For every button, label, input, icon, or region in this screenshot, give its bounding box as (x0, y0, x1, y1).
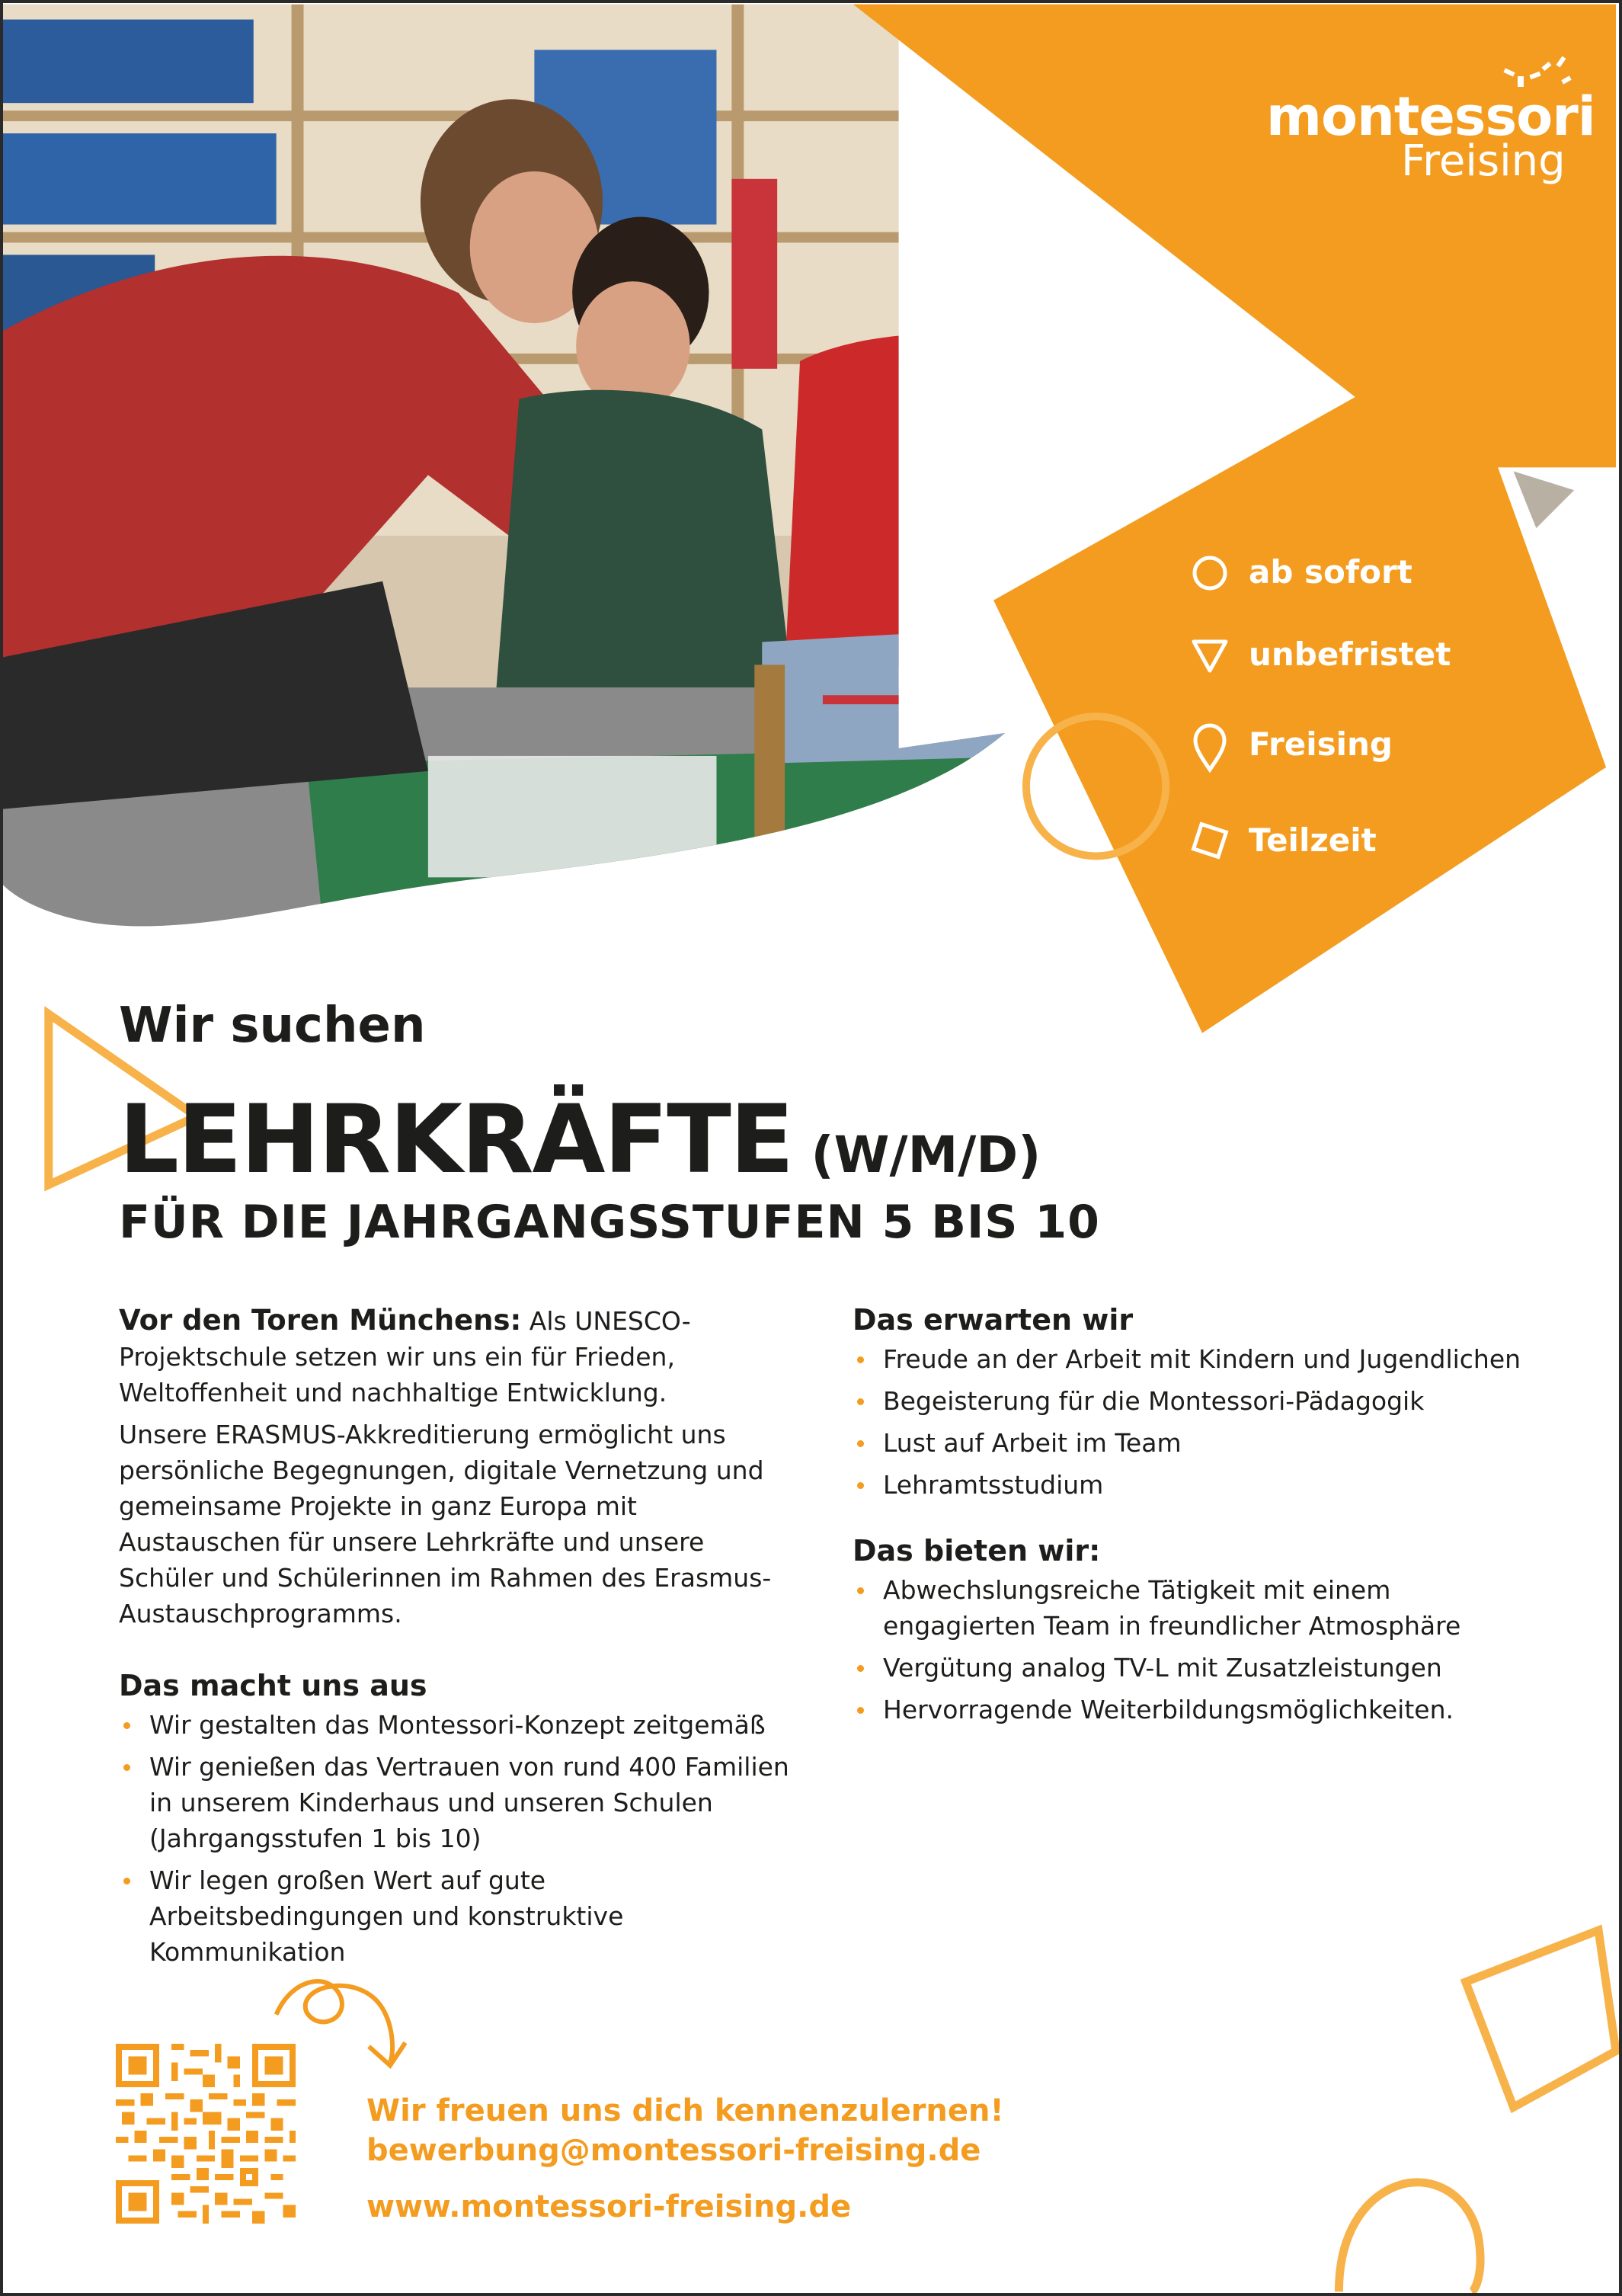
list-item: Wir genießen das Vertrauen von rund 400 Familien in unserem Kinderhaus und unseren Schulen (Jahrgangsstufen 1 bis 10) (119, 1749, 805, 1856)
list-item: Lehramtsstudium (853, 1467, 1538, 1503)
section-title-offer: Das bieten wir: (853, 1534, 1101, 1567)
section-title-about: Das macht uns aus (119, 1669, 427, 1702)
location-pin-icon (1188, 721, 1232, 774)
erasmus-paragraph: Unsere ERASMUS-Akkreditierung ermöglicht uns persönliche Begegnungen, digitale Vernetzung und gemeinsame Projekte in ganz Europa mit Austauschen für unsere Lehrkräfte und unsere Schüler und Schülerinnen im Rahmen des Erasmus-Austauschprogramms. (119, 1420, 772, 1628)
feature-start-date (1188, 546, 1508, 599)
logo-location: Freising (1401, 136, 1566, 186)
intro-heading: Wir suchen (119, 997, 426, 1054)
lead-text: Vor den Toren Münchens: (119, 1304, 522, 1337)
list-item: Freude an der Arbeit mit Kindern und Jugendlichen (853, 1341, 1538, 1377)
contact-block (366, 2091, 1004, 2227)
feature-label: Freising (1249, 725, 1393, 763)
list-item: Wir gestalten das Montessori-Konzept zeitgemäß (119, 1707, 805, 1743)
contact-email[interactable]: bewerbung@montessori-freising.de (366, 2133, 981, 2168)
triangle-icon (1188, 631, 1232, 677)
square-icon (1188, 817, 1232, 863)
intro-paragraph (119, 1302, 805, 1411)
grade-levels: FÜR DIE JAHRGANGSSTUFEN 5 BIS 10 (119, 1196, 1100, 1249)
contact-website[interactable]: www.montessori-freising.de (366, 2189, 852, 2224)
list-item: Begeisterung für die Montessori-Pädagogik (853, 1383, 1538, 1419)
list-item: Vergütung analog TV-L mit Zusatzleistungen (853, 1650, 1538, 1686)
left-column (119, 1302, 805, 1976)
feature-hours (1188, 814, 1508, 867)
montessori-logo (1260, 56, 1595, 194)
qr-code[interactable] (116, 2044, 296, 2224)
circle-icon (1188, 549, 1232, 594)
job-title (119, 1085, 1041, 1195)
intro-text: Als UNESCO-Projektschule setzen wir uns ein für Frieden, Weltoffenheit und nachhaltige Entwicklung. (119, 1306, 691, 1407)
list-item: Abwechslungsreiche Tätigkeit mit einem engagierten Team in freundlicher Atmosphäre (853, 1572, 1538, 1644)
feature-location (1188, 718, 1508, 771)
about-list (119, 1707, 805, 1970)
feature-label: ab sofort (1249, 553, 1412, 591)
list-item: Lust auf Arbeit im Team (853, 1425, 1538, 1461)
contact-greeting: Wir freuen uns dich kennenzulernen! (366, 2093, 1004, 2128)
list-item: Hervorragende Weiterbildungsmöglichkeiten. (853, 1692, 1538, 1728)
gender-suffix: (W/M/D) (811, 1126, 1041, 1184)
job-title-main: LEHRKRÄFTE (119, 1085, 793, 1195)
feature-label: Teilzeit (1249, 821, 1377, 859)
offer-list (853, 1572, 1538, 1728)
feature-label: unbefristet (1249, 636, 1451, 673)
expect-list (853, 1341, 1538, 1503)
feature-contract (1188, 628, 1508, 681)
list-item: Wir legen großen Wert auf gute Arbeitsbedingungen und konstruktive Kommunikation (119, 1862, 805, 1970)
right-column (853, 1302, 1538, 1734)
logo-brand: montessori (1266, 85, 1595, 148)
section-title-expect: Das erwarten wir (853, 1303, 1134, 1337)
